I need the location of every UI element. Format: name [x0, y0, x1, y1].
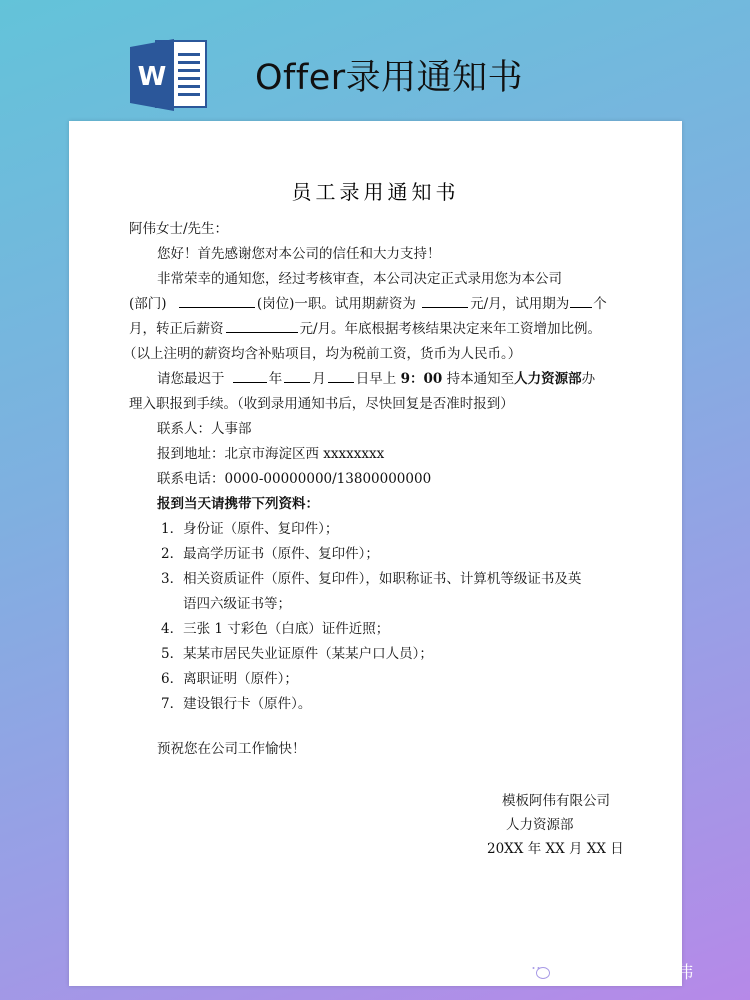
paragraph-1-line-1: 非常荣幸的通知您，经过考核审查，本公司决定正式录用您为本公司: [157, 271, 562, 287]
post-salary-blank: [226, 320, 298, 333]
report-to-label: 持本通知至: [446, 371, 515, 387]
contact-person: 联系人：人事部: [157, 421, 252, 437]
wechat-icon: [528, 962, 550, 980]
signature-date: 20XX 年 XX 月 XX 日: [487, 841, 624, 857]
probation-months-blank: [570, 295, 592, 308]
salary-unit: 元/月，试用期为: [470, 296, 570, 312]
signature-department: 人力资源部: [506, 817, 574, 833]
salutation: 阿伟女士/先生：: [129, 221, 229, 237]
day-label: 日早上: [355, 371, 397, 387]
greeting: 您好！首先感谢您对本公司的信任和大力支持！: [157, 246, 441, 262]
material-item: 4．三张 1 寸彩色（白底）证件近照；: [161, 621, 390, 637]
month-blank: [284, 370, 310, 383]
day-blank: [328, 370, 354, 383]
header-title: Offer录用通知书: [255, 58, 524, 98]
year-label: 年: [268, 371, 283, 387]
paragraph-2-line-1: [157, 367, 595, 387]
contact-phone: 联系电话：0000-00000000/13800000000: [157, 471, 432, 487]
watermark-text: 公众号 · 模板阿伟: [558, 963, 694, 983]
material-item: 5．某某市居民失业证原件（某某户口人员）；: [161, 646, 433, 662]
year-blank: [233, 370, 267, 383]
position-label: (岗位)一职。试用期薪资为: [256, 296, 416, 312]
watermark: [528, 958, 693, 983]
post-salary-text: 元/月。年底根据考核结果决定来年工资增加比例。: [299, 321, 602, 337]
report-address: 报到地址：北京市海淀区西 xxxxxxxx: [157, 446, 385, 462]
svg-text:W: W: [137, 62, 167, 92]
paragraph-2-line-2: 理入职报到手续。（收到录用通知书后，尽快回复是否准时报到）: [129, 396, 514, 412]
material-item: 6．离职证明（原件）；: [161, 671, 298, 687]
salary-note: （以上注明的薪资均含补贴项目，均为税前工资，货币为人民币。）: [123, 346, 522, 362]
material-item-continued: 语四六级证书等；: [183, 596, 291, 612]
material-item: 7．建设银行卡（原件）。: [161, 696, 312, 712]
paragraph-1-line-3: [129, 317, 601, 337]
hr-department: 人力资源部: [514, 371, 582, 387]
handle-label: 办: [581, 371, 596, 387]
material-item: 2．最高学历证书（原件、复印件）；: [161, 546, 379, 562]
month-label: 月: [312, 371, 326, 387]
post-salary-label: 月，转正后薪资: [129, 321, 224, 337]
dept-label: (部门): [129, 296, 167, 312]
months-unit: 个: [593, 296, 607, 312]
company-name: 模板阿伟有限公司: [502, 793, 610, 809]
closing-wishes: 预祝您在公司工作愉快！: [157, 741, 306, 757]
document-title: 员工录用通知书: [291, 180, 460, 204]
probation-salary-blank: [422, 295, 468, 308]
word-icon: [130, 39, 210, 111]
dept-blank: [179, 295, 255, 308]
paragraph-1-line-2: [129, 292, 607, 312]
document-page: [69, 121, 682, 986]
deadline-label: 请您最迟于: [157, 371, 225, 387]
material-item: 1．身份证（原件、复印件）；: [161, 521, 339, 537]
report-time: 9：00: [400, 371, 443, 387]
material-item: 3．相关资质证件（原件、复印件），如职称证书、计算机等级证书及英: [161, 571, 582, 587]
materials-heading: 报到当天请携带下列资料：: [157, 496, 319, 512]
